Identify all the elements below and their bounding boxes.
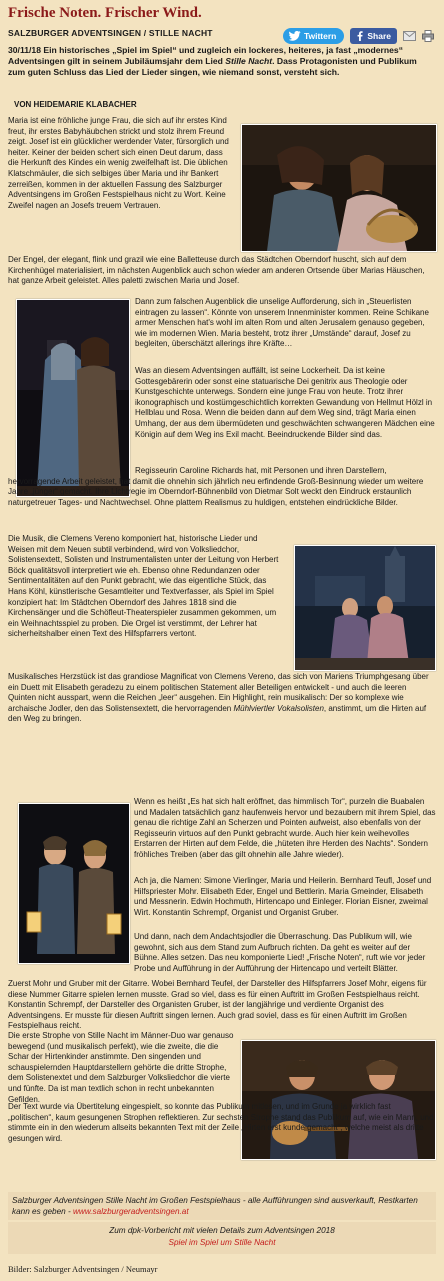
info-box-related-text: Zum dpk-Vorbericht mit vielen Details zum Adventsingen 2018 [109, 1226, 335, 1235]
paragraph-11: Zuerst Mohr und Gruber mit der Gitarre. Wobei Bernhard Teufel, der Darsteller des Hilfspfarrers Josef Mohr, eigens für diese Nummer Gitarre spielen lernen musste. Grad so viel, dass es für einen Auftritt im Großen Festspielhaus reicht. Konstantin Schrempf, der Darsteller des Organisten Gruber, ist der langjährige und verdiente Organist des Adventsingens. Er musste für diesen Auftritt singen lernen. Auch grad soviel, dass es für einen Auftritt im Großen Festspielhaus reicht. [8, 979, 427, 1031]
paragraph-4: Was an diesem Adventsingen auffällt, ist seine Lockerheit. Da ist keine Gottesgebärerin oder sonst eine statuarische Dei genitrix aus Theologie oder Kunstgeschichte unterwegs. Sondern eine junge Frau von heute. Trotz ihrer ikonographisch und kostümgeschichtlich korrekten Gewandung von Hellmut Hölzl in Hellblau und Rosa. Wenn die beiden dann auf dem Weg sind, trägt Maria einen Umhang, der aus dem übermüdeten und geschwächten schwangeren Mädchen eine Königin auf dem Weg ins Exil macht. Beeindruckende Bilder sind das. [135, 366, 435, 439]
photo-maria-elisabeth [294, 545, 436, 671]
lead-em: Stille Nacht [225, 56, 273, 66]
p7-em: Mühlviertler Vokalsolisten [233, 703, 324, 713]
article-lead [8, 45, 436, 78]
facebook-share-label: Share [367, 31, 391, 41]
info-box-tickets-text: Salzburger Adventsingen Stille Nacht im Großen Festspielhaus - alle Aufführungen sind ausverkauft, Restkarten kann es geben - [12, 1196, 418, 1216]
paragraph-2: Der Engel, der elegant, flink und grazil wie eine Balletteuse durch das Städtchen Oberndorf huscht, sich auf dem Kirchenhügel materialisiert, im nächsten Augenblick auch schon wieder am anderen Ortsende über Marias Häuschen, hat ganze Arbeit geleistet. Alles paletti zwischen Maria und Josef. [8, 255, 425, 286]
paragraph-12: Die erste Strophe von Stille Nacht im Männer-Duo war genauso bewegend (und musikalisch perfekt), wie die zweite, die die Schar der Hirtenkinder anstimmte. Den singenden und schauspielernden Hauptdarstellern gehörte die dritte Strophe, dem Solistenextet und dem Salzburger Volksliedchor die vierte und fünfte. Da ist man textlich schon in recht unbekannten Gefilden. [8, 1031, 234, 1104]
lead-date: 30/11/18 [8, 45, 41, 55]
twitter-share-button[interactable] [283, 28, 344, 44]
p7-text-a: Musikalisches Herzstück ist das grandiose Magnificat von Clemens Vereno, das sich von Mariens Triumphgesang über ein Duett mit Elisabeth geradezu zu einem politischen Statement aller Beteiligen entwickelt - und auch die leeren Quinten nicht ausspart, wenn die Reichen „leer“ ausgehen. Ein Highlight, rein musikalisch: Der so komplexe wie archaische Jodler, den das Solistensextett, die hervorragenden [8, 672, 429, 713]
lead-text-b: . Dass Protagonisten und Publikum zum guten Schluss das Lied der Lieder singen, wie niemand sonst, versteht sich. [8, 56, 417, 77]
paragraph-5: Regisseurin Caroline Richards hat, mit Personen und ihren Darstellern, hervorragende Arbeit geleistet, hat damit die ohnehin sich jährlich neu erfindende Groß-Besinnung wieder um weitere Jahre „jünger“ gemacht. Ihre Lichtregie im Oberndorf-Bühnenbild von Dietmar Solt weckt den Eindruck erstaunlich naturgetreuer Tages- und Nachtwechsel. Ohne plattem Realismus zu huldigen, entstehen eindrückliche Bilder. [8, 466, 424, 507]
lead-text-a: Ein historisches „Spiel im Spiel“ und zugleich ein lockeres, heiteres, ja fast „modernes“ Adventsingen gilt in seinem Jubiläumsjahr dem Lied [8, 45, 403, 66]
info-box-tickets [8, 1192, 436, 1220]
p7-text-b: , anstimmt, um die Hirten auf den Weg zu bringen. [8, 703, 427, 724]
paragraph-9: Ach ja, die Namen: Simone Vierlinger, Maria und Heilerin. Bernhard Teufl, Josef und Hilfspriester Mohr. Elisabeth Eder, Engel und Bettlerin. Maria Gmeinder, Elisabeth und Messnerin. Edwin Hochmuth, Hirtencapo und Einleger. Florian Eisner, zweimal Wirt. Konstantin Schrempf, Organist und Organist Gruber. [134, 876, 432, 917]
facebook-share-button[interactable] [350, 28, 397, 44]
share-bar [283, 28, 434, 44]
info-box-related [8, 1222, 436, 1254]
paragraph-7 [8, 672, 436, 725]
facebook-icon [356, 31, 364, 41]
paragraph-10: Und dann, nach dem Andachtsjodler die Überraschung. Das Publikum will, wie gewohnt, sich aus dem Stand zum Aufbruch richten. Da geht es weiter auf der Bühne. Alles setzen. Das neu komponierte Lied! „Frische Noten“, ruft wie vor jeder Probe und Aufführung in der Aufführung der Hirtencapo und verteilt Blätter. [134, 932, 426, 973]
paragraph-3: Dann zum falschen Augenblick die unselige Aufforderung, sich in „Steuerlisten eintragen zu lassen“. Könnte von unserem Innenminister kommen. Reine Schikane armer Menschen hat's wohl im alten Rom und alten Jerusalem genauso gegeben, wie im modernen Wien. Maria besteht, trotz ihrer „Umstände“ darauf, Josef zu begleiten, überschätzt allerings ihre Kräfte… [135, 297, 429, 349]
paragraph-13: Der Text wurde via Übertitelung eingespielt, so konnte das Publikum mitlesen, und im Grunde ja wirklich fast „politischen“, kaum gesungenen Strophen reflektieren. Zur sechsten Strophe stand das Publikum auf, wie ein Mann, und stimmte ein in den wiederum allseits bekannten Text mit der Zeile „Hirten erst kunde gemacht“, welche meist als dritte gesungen wird. [8, 1102, 434, 1143]
article-subtitle: SALZBURGER ADVENTSINGEN / STILLE NACHT [8, 28, 213, 38]
paragraph-6: Die Musik, die Clemens Vereno komponiert hat, historische Lieder und Weisen mit dem Neuen subtil verbindend, wird von Volksliedchor, Solistensextett, Solisten und Instrumentalisten unter der Leitung von Herbert Böck qualitätsvoll interpretiert wie eh. Ebenso ohne Redundanzen oder Sentimentalitäten auf den Punkt gebracht, wie das eigentliche Stück, das Hans Köhl, künstlerische Gesamtleiter und Textverfasser, als Spiel im Spiel konzipiert hat: Im Städtchen Oberndorf des Jahres 1818 sind die Kirchensänger und die Schöfleut-Theaterspieler zusammen gekommen, um ein Weihnachtsspiel zu proben. Die Orgel ist verstimmt, der Lehrer hat sicherheitshalber einen Text des Hilfspfarrers vertont. [8, 534, 279, 639]
print-icon[interactable] [422, 30, 434, 42]
photo-hirtenkinder [18, 803, 130, 964]
paragraph-1: Maria ist eine fröhliche junge Frau, die sich auf ihr erstes Kind freut, ihr erstes Babyhäubchen strickt und stolz ihrem Freund zeigt. Josef ist ein glücklicher werdender Vater, fürsorglich und heiter. Keiner der beiden schert sich einen Deut darum, dass die Herkunft des Kindes ein wenig zweifelhaft ist. Die üblichen Klatschmäuler, die sich selbiges über Maria und ihr Bankert zerreißen, kommen in der aktuellen Fassung des Salzburger Adventsingens im Großen Festspielhaus nicht zu Wort. Keine Zweifel nagen an Josefs treuem Vertrauen. [8, 116, 229, 210]
adventsingen-website-link[interactable]: www.salzburgeradventsingen.at [73, 1207, 189, 1216]
article-author: VON HEIDEMARIE KLABACHER [14, 100, 137, 109]
twitter-share-label: Twittern [303, 31, 337, 41]
article-title: Frische Noten. Frischer Wind. [8, 5, 202, 21]
photo-credit: Bilder: Salzburger Adventsingen / Neumayr [8, 1264, 158, 1274]
paragraph-8: Wenn es heißt „Es hat sich halt eröffnet, das himmlisch Tor“, purzeln die Buabalen und Madalen tatsächlich ganz haufenweis hervor und bezaubern mit ihrem Spiel, das genau die richtige Zahl an Scherzen und Pointen aufweist, also ebenfalls von der Regisseurin virtuos auf den Punkt gebracht wurde. Auch hier kein weihevolles Erstarren der Hirten auf dem Felde, die „hüteten ihre Herden des Nachts“. Sondern fröhliches Treiben (aber das gilt ohnehin alle Jahre wieder). [134, 797, 436, 859]
mail-icon[interactable] [403, 31, 416, 41]
photo-maria-josef [241, 124, 437, 252]
related-article-link[interactable]: Spiel im Spiel um Stille Nacht [168, 1237, 276, 1247]
twitter-bird-icon [289, 31, 301, 41]
